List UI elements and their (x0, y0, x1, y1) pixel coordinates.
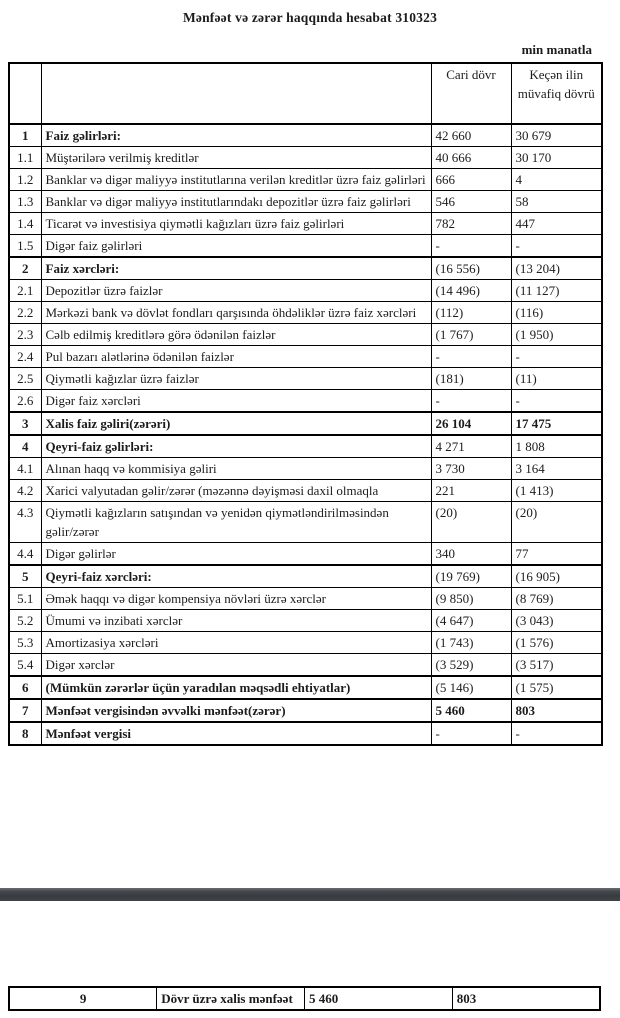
row-label: Qeyri-faiz xərcləri: (41, 565, 431, 588)
row-number: 4.2 (9, 480, 41, 502)
row-current-value: 40 666 (431, 147, 511, 169)
table-row (9, 324, 602, 346)
row-previous-value: (1 576) (511, 632, 602, 654)
profit-loss-table (8, 62, 603, 746)
row-number: 1.3 (9, 191, 41, 213)
row-current-value: 221 (431, 480, 511, 502)
row-number: 4 (9, 435, 41, 458)
header-cell-previous-period: Keçən ilin müvafiq dövrü (511, 63, 602, 124)
row-number: 2.4 (9, 346, 41, 368)
row-previous-value: (3 517) (511, 654, 602, 677)
row-label: Mənfəət vergisindən əvvəlki mənfəət(zərər) (41, 699, 431, 722)
row-previous-value: (20) (511, 502, 602, 543)
row-previous-value: (3 043) (511, 610, 602, 632)
row-current-value: (1 743) (431, 632, 511, 654)
row-number: 1.2 (9, 169, 41, 191)
row-number: 2.5 (9, 368, 41, 390)
table-row (9, 543, 602, 566)
row-number: 4.3 (9, 502, 41, 543)
table-row (9, 147, 602, 169)
row-number: 1 (9, 124, 41, 147)
row-current-value: (112) (431, 302, 511, 324)
row-current-value: 782 (431, 213, 511, 235)
table-row (9, 346, 602, 368)
header-cell-current-period: Cari dövr (431, 63, 511, 124)
row-previous-value: - (511, 346, 602, 368)
row-number: 2.1 (9, 280, 41, 302)
table-row (9, 280, 602, 302)
row-current-value: (3 529) (431, 654, 511, 677)
row-label: Depozitlər üzrə faizlər (41, 280, 431, 302)
row-label: Digər faiz xərcləri (41, 390, 431, 413)
row-previous-value: 803 (452, 987, 600, 1010)
row-number: 1.4 (9, 213, 41, 235)
row-label: Digər faiz gəlirləri (41, 235, 431, 258)
row-previous-value: - (511, 722, 602, 745)
row-label: Cəlb edilmiş kreditlərə görə ödənilən faizlər (41, 324, 431, 346)
row-label: Xalis faiz gəliri(zərəri) (41, 412, 431, 435)
table-row (9, 502, 602, 543)
row-previous-value: (11 127) (511, 280, 602, 302)
row-number: 5.4 (9, 654, 41, 677)
profit-loss-table-body (9, 124, 602, 745)
table-row (9, 699, 602, 722)
row-label: Qeyri-faiz gəlirləri: (41, 435, 431, 458)
row-number: 5.2 (9, 610, 41, 632)
table-row (9, 480, 602, 502)
row-previous-value: (8 769) (511, 588, 602, 610)
row-label: Alınan haqq və kommisiya gəliri (41, 458, 431, 480)
row-number: 5.3 (9, 632, 41, 654)
row-current-value: 3 730 (431, 458, 511, 480)
table-row (9, 169, 602, 191)
row-current-value: (1 767) (431, 324, 511, 346)
table-row (9, 722, 602, 745)
row-current-value: (16 556) (431, 257, 511, 280)
row-number: 5 (9, 565, 41, 588)
row-label: Ümumi və inzibati xərclər (41, 610, 431, 632)
row-current-value: (14 496) (431, 280, 511, 302)
row-number: 5.1 (9, 588, 41, 610)
table-row (9, 213, 602, 235)
row-label: (Mümkün zərərlər üçün yaradılan məqsədli ehtiyatlar) (41, 676, 431, 699)
table-row (9, 191, 602, 213)
row-current-value: (9 850) (431, 588, 511, 610)
row-previous-value: 77 (511, 543, 602, 566)
row-number: 2 (9, 257, 41, 280)
row-previous-value: 1 808 (511, 435, 602, 458)
row-previous-value: 4 (511, 169, 602, 191)
row-current-value: - (431, 235, 511, 258)
row-current-value: (19 769) (431, 565, 511, 588)
row-number: 2.2 (9, 302, 41, 324)
row-previous-value: 3 164 (511, 458, 602, 480)
row-label: Pul bazarı alətlərinə ödənilən faizlər (41, 346, 431, 368)
table-row (9, 565, 602, 588)
row-current-value: - (431, 722, 511, 745)
row-current-value: 5 460 (305, 987, 453, 1010)
table-row (9, 235, 602, 258)
page-separator-bar (0, 888, 620, 901)
row-current-value: (4 647) (431, 610, 511, 632)
page-title: Mənfəət və zərər haqqında hesabat 310323 (182, 10, 438, 25)
row-current-value: 26 104 (431, 412, 511, 435)
row-previous-value: (1 575) (511, 676, 602, 699)
table-row (9, 390, 602, 413)
table-row (9, 632, 602, 654)
row-number: 9 (9, 987, 157, 1010)
row-label: Mərkəzi bank və dövlət fondları qarşısında öhdəliklər üzrə faiz xərcləri (41, 302, 431, 324)
table-row (9, 610, 602, 632)
row-label: Faiz xərcləri: (41, 257, 431, 280)
row-number: 3 (9, 412, 41, 435)
table-row (9, 412, 602, 435)
table-row (9, 257, 602, 280)
row-previous-value: (11) (511, 368, 602, 390)
row-number: 4.4 (9, 543, 41, 566)
row-label: Dövr üzrə xalis mənfəət (157, 987, 305, 1010)
row-previous-value: (1 413) (511, 480, 602, 502)
row-label: Xarici valyutadan gəlir/zərər (məzənnə dəyişməsi daxil olmaqla (41, 480, 431, 502)
row-current-value: 42 660 (431, 124, 511, 147)
row-previous-value: - (511, 390, 602, 413)
table-row (9, 435, 602, 458)
row-current-value: 666 (431, 169, 511, 191)
row-number: 6 (9, 676, 41, 699)
row-previous-value: 447 (511, 213, 602, 235)
table-row (9, 368, 602, 390)
row-previous-value: 803 (511, 699, 602, 722)
row-label: Amortizasiya xərcləri (41, 632, 431, 654)
table-row (9, 458, 602, 480)
row-label: Digər xərclər (41, 654, 431, 677)
row-current-value: (181) (431, 368, 511, 390)
row-previous-value: 58 (511, 191, 602, 213)
row-label: Qiymətli kağızların satışından və yenidən qiymətləndirilməsindən gəlir/zərər (41, 502, 431, 543)
row-label: Digər gəlirlər (41, 543, 431, 566)
row-current-value: - (431, 390, 511, 413)
row-previous-value: (13 204) (511, 257, 602, 280)
row-previous-value: - (511, 235, 602, 258)
table-row (9, 124, 602, 147)
row-number: 2.6 (9, 390, 41, 413)
row-number: 8 (9, 722, 41, 745)
row-previous-value: (1 950) (511, 324, 602, 346)
row-current-value: 5 460 (431, 699, 511, 722)
row-current-value: 4 271 (431, 435, 511, 458)
header-cell-empty-no (9, 63, 41, 124)
row-number: 1.1 (9, 147, 41, 169)
row-number: 1.5 (9, 235, 41, 258)
table-header-row (9, 63, 602, 124)
row-current-value: (5 146) (431, 676, 511, 699)
row-current-value: (20) (431, 502, 511, 543)
row-number: 7 (9, 699, 41, 722)
row-label: Mənfəət vergisi (41, 722, 431, 745)
row-label: Faiz gəlirləri: (41, 124, 431, 147)
row-previous-value: 30 170 (511, 147, 602, 169)
row-previous-value: 30 679 (511, 124, 602, 147)
row-current-value: 340 (431, 543, 511, 566)
row-label: Ticarət və investisiya qiymətli kağızları üzrə faiz gəlirləri (41, 213, 431, 235)
row-label: Müştərilərə verilmiş kreditlər (41, 147, 431, 169)
unit-note: min manatla (521, 42, 592, 57)
row-label: Əmək haqqı və digər kompensiya növləri üzrə xərclər (41, 588, 431, 610)
row-previous-value: (116) (511, 302, 602, 324)
row-number: 4.1 (9, 458, 41, 480)
table-row (9, 654, 602, 677)
table-row (9, 302, 602, 324)
row-number: 2.3 (9, 324, 41, 346)
net-profit-table (8, 986, 601, 1011)
row-current-value: 546 (431, 191, 511, 213)
row-previous-value: 17 475 (511, 412, 602, 435)
table-row (9, 676, 602, 699)
table-row (9, 588, 602, 610)
row-previous-value: (16 905) (511, 565, 602, 588)
row-label: Banklar və digər maliyyə institutlarındakı depozitlər üzrə faiz gəlirləri (41, 191, 431, 213)
header-cell-empty-desc (41, 63, 431, 124)
row-label: Qiymətli kağızlar üzrə faizlər (41, 368, 431, 390)
table-row (9, 987, 600, 1010)
row-label: Banklar və digər maliyyə institutlarına verilən kreditlər üzrə faiz gəlirləri (41, 169, 431, 191)
row-current-value: - (431, 346, 511, 368)
